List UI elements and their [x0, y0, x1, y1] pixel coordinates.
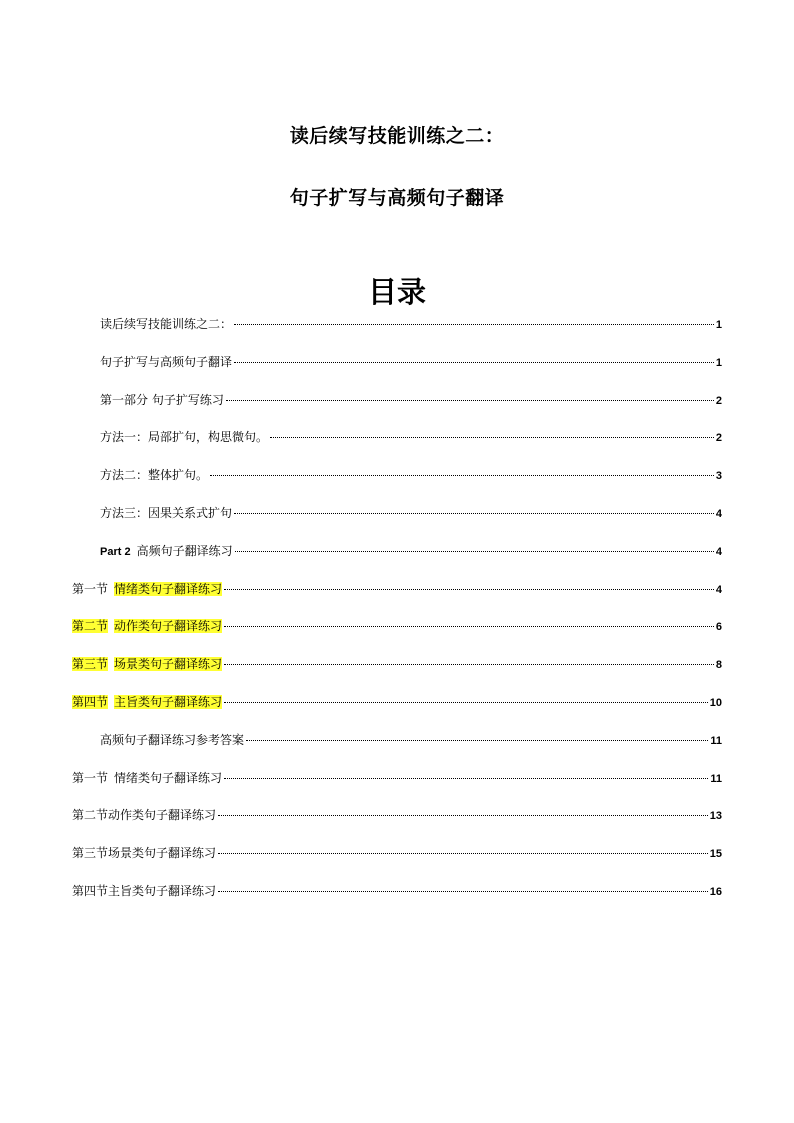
toc-entry-text: 第三节场景类句子翻译练习 — [72, 846, 217, 860]
toc-dot-leader — [210, 474, 714, 476]
toc-entry-text: 方法二：整体扩句。 — [100, 468, 209, 482]
toc-part-label: Part 2 — [100, 546, 131, 558]
toc-entry[interactable] — [100, 730, 722, 750]
toc-entry[interactable] — [72, 692, 722, 712]
toc-entry-title — [100, 427, 268, 447]
document-title-line1: 读后续写技能训练之二： — [289, 125, 505, 147]
toc-entry-text: 情绪类句子翻译练习 — [114, 582, 223, 596]
toc-entry[interactable] — [72, 616, 722, 636]
toc-dot-leader — [218, 814, 708, 816]
toc-entry-title — [100, 352, 232, 372]
toc-dot-leader — [234, 323, 714, 325]
toc-entry[interactable] — [72, 654, 722, 674]
toc-entry[interactable] — [100, 541, 722, 561]
toc-page-number: 13 — [709, 810, 722, 822]
toc-page-number: 3 — [715, 470, 722, 482]
toc-page-number: 11 — [710, 735, 722, 747]
toc-entry-text: 主旨类句子翻译练习 — [114, 695, 223, 709]
toc-entry-text: 第二节动作类句子翻译练习 — [72, 808, 217, 822]
toc-dot-leader — [218, 852, 708, 854]
toc-entry-title — [100, 730, 244, 750]
toc-section-prefix: 第四节 — [72, 695, 109, 709]
toc-entry-text: 情绪类句子翻译练习 — [114, 771, 223, 785]
toc-page-number: 8 — [715, 659, 722, 671]
toc-entry-text: 句子扩写与高频句子翻译 — [100, 355, 233, 369]
toc-entry[interactable] — [100, 314, 722, 334]
toc-entry-text: 方法三：因果关系式扩句 — [100, 506, 233, 520]
toc-entry[interactable] — [72, 843, 722, 863]
toc-dot-leader — [270, 436, 714, 438]
toc-dot-leader — [224, 701, 708, 703]
toc-page-number: 1 — [715, 357, 722, 369]
toc-section-prefix: 第一节 — [72, 771, 109, 785]
toc-dot-leader — [224, 625, 714, 627]
toc-entry[interactable] — [100, 427, 722, 447]
document-title-line2: 句子扩写与高频句子翻译 — [289, 187, 505, 209]
toc-entry-text: 高频句子翻译练习 — [136, 544, 233, 558]
toc-entry-title — [100, 541, 233, 562]
toc-entry-title — [72, 654, 222, 674]
toc-dot-leader — [224, 663, 714, 665]
toc-entry-text: 读后续写技能训练之二： — [100, 317, 233, 331]
toc-page-number: 15 — [709, 848, 722, 860]
toc-dot-leader — [218, 890, 708, 892]
toc-section-prefix: 第二节 — [72, 619, 109, 633]
toc-heading: 目录 — [367, 275, 426, 309]
toc-entry[interactable] — [72, 579, 722, 599]
toc-entry-title — [72, 805, 216, 825]
toc-entry-title — [72, 881, 216, 901]
toc-entry-text: 场景类句子翻译练习 — [114, 657, 223, 671]
toc-page-number: 2 — [715, 395, 722, 407]
toc-section-prefix: 第一节 — [72, 582, 109, 596]
toc-page-number: 16 — [709, 886, 722, 898]
toc-entry-title — [72, 692, 222, 712]
toc-page-number: 6 — [715, 621, 722, 633]
toc-entry[interactable] — [100, 503, 722, 523]
toc-dot-leader — [234, 361, 714, 363]
toc-dot-leader — [224, 777, 708, 779]
toc-entry[interactable] — [100, 390, 722, 410]
toc-dot-leader — [226, 399, 714, 401]
toc-page-number: 2 — [715, 432, 722, 444]
toc-entry[interactable] — [100, 465, 722, 485]
toc-entry-text: 方法一：局部扩句，构思微句。 — [100, 430, 269, 444]
toc-entry-title — [72, 616, 222, 636]
toc-dot-leader — [234, 512, 714, 514]
toc-entry[interactable] — [72, 881, 722, 901]
toc-page-number: 11 — [710, 773, 722, 785]
toc-dot-leader — [246, 739, 708, 741]
toc-entry-title — [100, 390, 224, 410]
toc-page-number: 1 — [715, 319, 722, 331]
toc-dot-leader — [224, 588, 714, 590]
toc-entry[interactable] — [100, 352, 722, 372]
toc-page-number: 10 — [709, 697, 722, 709]
toc-dot-leader — [235, 550, 714, 552]
toc-entry-text: 高频句子翻译练习参考答案 — [100, 733, 245, 747]
toc-section-prefix: 第三节 — [72, 657, 109, 671]
toc-page-number: 4 — [715, 508, 722, 520]
toc-entry[interactable] — [72, 768, 722, 788]
toc-entry-title — [100, 503, 232, 523]
toc-entry[interactable] — [72, 805, 722, 825]
toc-page-number: 4 — [715, 546, 722, 558]
toc-entry-title — [72, 843, 216, 863]
toc-page-number: 4 — [715, 584, 722, 596]
toc-entry-text: 第四节主旨类句子翻译练习 — [72, 884, 217, 898]
toc-entry-title — [100, 314, 232, 334]
toc-entry-title — [72, 768, 222, 788]
toc-entry-text: 第一部分 句子扩写练习 — [100, 393, 224, 407]
toc-entry-text: 动作类句子翻译练习 — [114, 619, 223, 633]
toc-entry-title — [72, 579, 222, 599]
toc-entry-title — [100, 465, 208, 485]
